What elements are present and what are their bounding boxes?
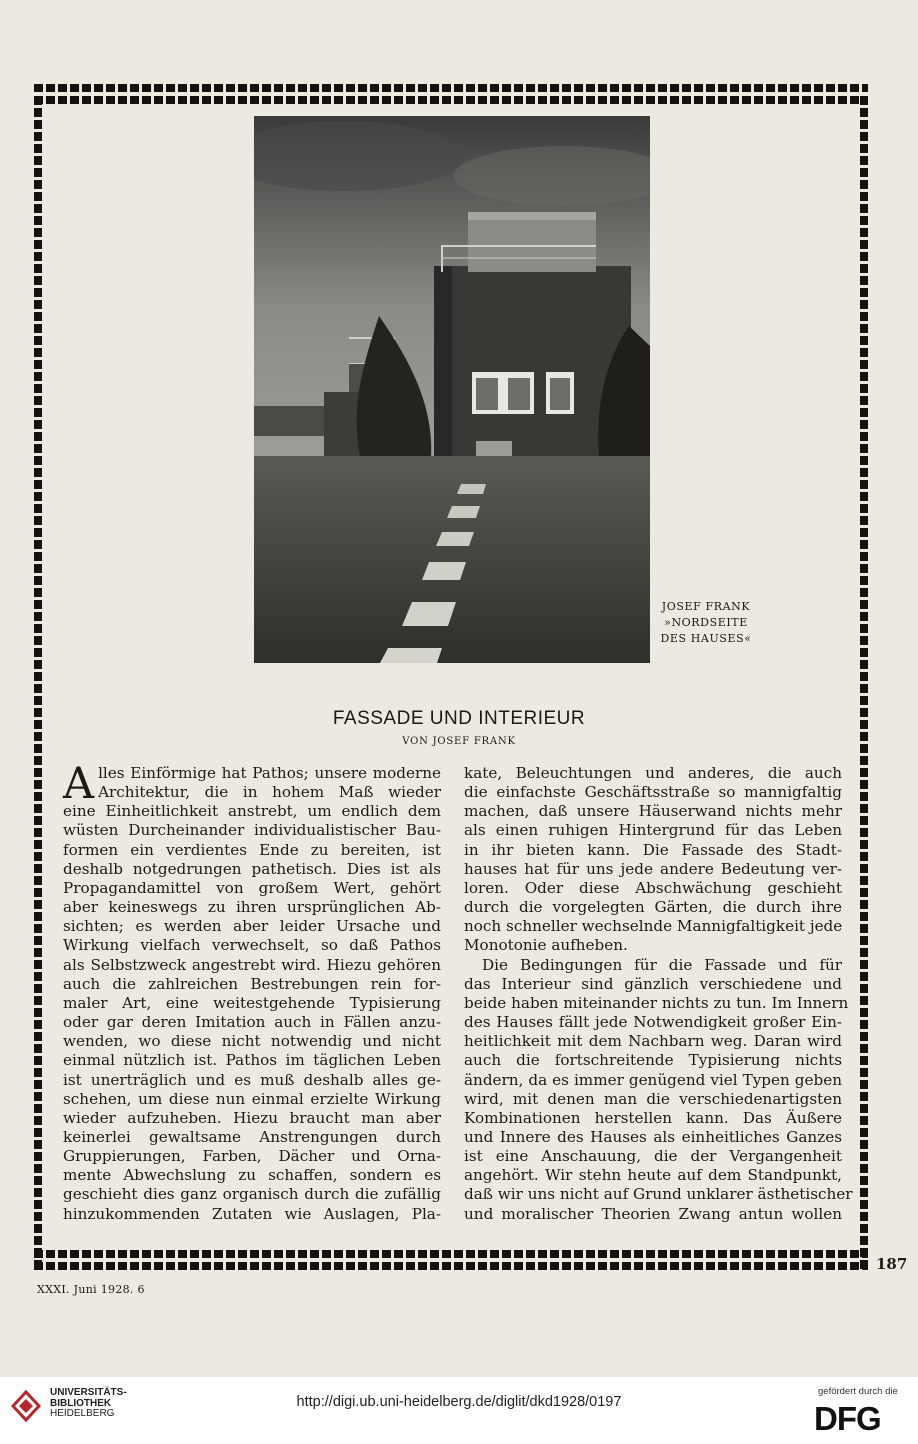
border-left [34,96,42,1270]
text-line: und Innere des Hauses als einheitliches Ganzes [464,1127,842,1146]
text-line: machen, daß unsere Häuserwand nichts mehr [464,802,842,821]
text-line: ändern, da es immer genügend viel Typen geben [464,1070,842,1089]
page-number: 187 [876,1255,908,1273]
text-line: lles Einförmige hat Pathos; unsere moderne [98,764,441,782]
text-line: schehen, um diese nun einmal erzielte Wirkung [63,1089,441,1108]
article-title: FASSADE UND INTERIEUR [332,708,586,729]
text-line: Wirkung vielfach verwechselt, so daß Pathos [63,936,441,955]
permalink-url[interactable]: http://digi.ub.uni-heidelberg.de/diglit/dkd1928/0197 [296,1394,622,1410]
text-line: durch die vorgelegten Gärten, die durch ihre [464,898,842,917]
text-line: Kombinationen herstellen kann. Das Äußere [464,1108,842,1127]
text-line: die einfachste Geschäftsstraße so mannigfaltig [464,783,842,802]
text-line: loren. Oder diese Abschwächung geschieht [464,878,842,897]
text-line: hauses hat für uns jede andere Bedeutung ver- [464,859,842,878]
drop-cap: A [63,759,95,809]
text-line: Monotonie aufheben. [464,936,628,955]
photo-caption [656,599,756,647]
text-line: eine Einheitlichkeit anstrebt, um endlich dem [63,802,441,821]
text-line: das Interieur sind gänzlich verschiedene und [464,974,842,993]
text-line: ist eine Anschauung, die der Vergangenheit [464,1147,842,1166]
text-line: maler Art, eine weitestgehende Typisierung [63,993,441,1012]
caption-line: JOSEF FRANK [661,600,751,613]
left-column-lines [63,783,441,1224]
dfg-logo[interactable]: DFG [814,1400,881,1437]
text-line: auch die fortschreitende Typisierung nichts [464,1051,842,1070]
text-line: geschieht dies ganz organisch durch die zufällig [63,1185,441,1204]
text-line: ist unerträglich und es muß deshalb alles ge- [63,1070,441,1089]
text-line: kate, Beleuchtungen und anderes, die auch [464,764,842,782]
institution-line: UNIVERSITÄTS- [50,1387,127,1398]
right-column-lines [464,764,853,1224]
text-line: Gruppierungen, Farben, Dächer und Orna- [63,1147,441,1166]
border-bottom-inner [34,1250,868,1258]
text-line: als einen ruhigen Hintergrund für das Leben [464,821,842,840]
institution-line: HEIDELBERG [50,1408,115,1419]
text-line: Architektur, die in hohem Maß wieder [98,783,441,802]
text-line: und moralischer Theorien Zwang antun wollen [464,1204,842,1223]
text-line: auch die zahlreichen Bestrebungen rein for- [63,974,441,993]
caption-line: DES HAUSES« [660,632,752,645]
text-column-right [464,764,853,1224]
house-photograph [254,116,650,663]
digitization-footer [0,1377,918,1444]
border-bottom-outer [34,1262,868,1270]
text-line: angehört. Wir stehn heute auf dem Standpunkt, [464,1166,842,1185]
issue-line: XXXI. Juni 1928. 6 [37,1283,145,1296]
text-line: Die Bedingungen für die Fassade und für [482,955,842,974]
text-line: noch schneller wechselnde Mannigfaltigkeit jede [464,917,843,936]
text-line: wenden, wo diese nicht notwendig und nicht [63,1032,441,1051]
text-line: keinerlei gewaltsame Anstrengungen durch [63,1127,441,1146]
text-line: wird, mit denen man die verschiedenartigsten [464,1089,842,1108]
text-line: des Hauses fällt jede Notwendigkeit großer Ein- [464,1013,842,1032]
text-line: aber keineswegs zu ihren ursprünglichen Ab- [63,898,441,917]
article-byline: VON JOSEF FRANK [402,736,516,747]
text-line: wüsten Durcheinander individualistischer Bau- [63,821,441,840]
text-line: daß wir uns nicht auf Grund unklarer ästhetischer [464,1185,853,1204]
text-line: einmal nützlich ist. Pathos im täglichen Leben [63,1051,441,1070]
text-line: mente Abwechslung zu schaffen, sondern es [63,1166,441,1185]
border-right [860,96,868,1270]
text-line: hinzukommenden Zutaten wie Auslagen, Pla- [63,1204,441,1223]
text-line: Propagandamittel von großem Wert, gehört [63,878,441,897]
text-column-left [63,759,441,1224]
text-line: heitlichkeit mit dem Nachbarn weg. Daran wird [464,1032,842,1051]
caption-line: »NORDSEITE [664,616,748,629]
text-line: deshalb notgedrungen pathetisch. Dies ist als [63,859,441,878]
border-top-inner [34,96,868,104]
text-line: beide haben miteinander nichts zu tun. Im Innern [464,993,849,1012]
text-line: in ihr bieten kann. Die Fassade des Stadt- [464,840,842,859]
institution-line: BIBLIOTHEK [50,1397,112,1409]
text-line: sichten; es werden aber leider Ursache und [63,917,441,936]
funding-note: gefördert durch die [818,1386,898,1397]
text-line: als Selbstzweck angestrebt wird. Hiezu gehören [63,955,441,974]
border-top-outer [34,84,868,92]
text-line: formen ein verdientes Ende zu bereiten, ist [63,840,441,859]
text-line: wieder aufzuheben. Hiezu braucht man aber [63,1108,441,1127]
text-line: oder gar deren Imitation auch in Fällen anzu- [63,1013,441,1032]
